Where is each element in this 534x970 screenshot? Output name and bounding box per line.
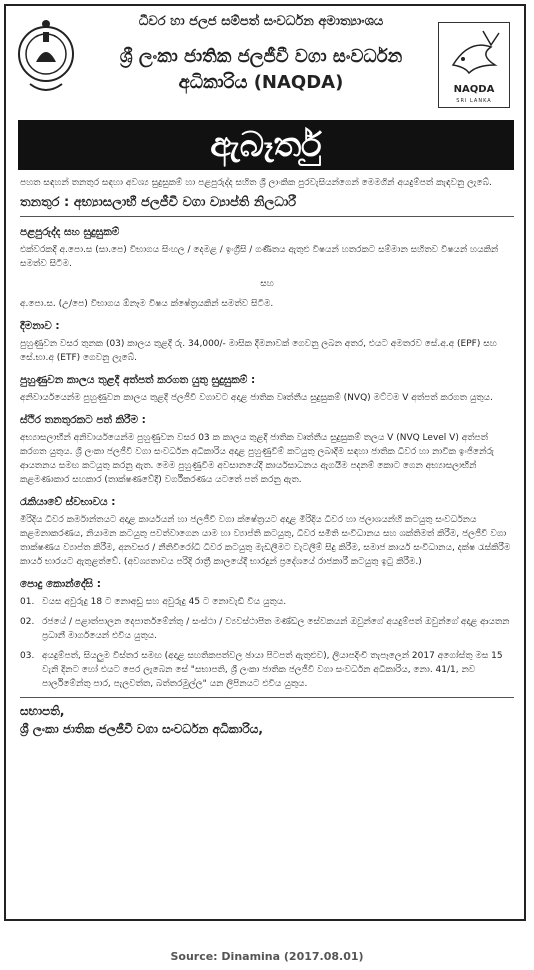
authority-line-1: ශ්‍රී ලංකා ජාතික ජලජීවී වගා සංවර්ධන — [119, 46, 403, 67]
condition-number: 03. — [20, 651, 35, 661]
condition-text: රජයේ / පළාත්පාලන දෙපාර්තමේන්තු / සංස්ථා / ව්‍යවස්ථාපිත මණ්ඩල සේවකයන් ඔවුන්ගේ අයදුම්පත් ඔවුන්ගේ අදාළ ආයතන ප්‍රධානී මාර්ගයෙන් එවිය යුතුය. — [42, 617, 510, 641]
condition-item — [20, 595, 514, 609]
condition-text: අයදුම්පත්, සියලුම විස්තර සමඟ (අදාළ සහතිකපත්වල ඡායා පිටපත් ඇතුළුව), ලියාපදිංචි තැපෑලෙන් 2017 අගෝස්තු මස 15 වැනි දිනට හෝ එයට පෙර ලැබෙන සේ "සභාපති, ශ්‍රී ලංකා ජාතික ජලජීවී වගා සංවර්ධන අධිකාරිය, නො. 41/1, නව පාර්ලිමේන්තු පාර, පැලවත්ත, බත්තරමුල්ල" යන ලිපිනයට එවිය යුතුය. — [42, 651, 503, 689]
ministry-name: ධීවර හා ජලජ සම්පත් සංවර්ධන අමාත්‍යාංශය — [138, 14, 384, 29]
job-nature-text: මිරිදිය ධීවර කර්මාන්තයට අදාළ කාර්යයන් හා ජලජීවී වගා ක්ෂේත්‍රයට අදාළ මිරිදිය ධීවර හා ජලාශයන්හි කටයුතු සංවර්ධනය කළමනාකරණය, නියාමන කටයුතු පවත්වාගෙන යාම හා ව්‍යාප්ති කටයුතු, ධීවර සමිති සංවිධානය සහ ශක්තිමත් කිරීම, ජලජීවී වගා තාක්ෂණය ව්‍යාප්ත කිරීම, අනවසර / නීතිවිරෝධී ධීවර කටයුතු මැඩලීමට වැටලීම් සිදු කිරීම, සමාජ කාර්ය සංවිධානය, දක්ෂ රැස්කිරීම කාර්ය භාරයට ඇතුළත්වේ. (අවශ්‍යතාවය පරිදි රාත්‍රී කාලයේදී භාරදුන් ප්‍රදේශයේ රාජකාරී කටයුතු ඉටු කිරීම.) — [20, 515, 511, 567]
header — [6, 6, 524, 114]
permanent-appointment-text: අභ්‍යාසලාභීන් අනිවාර්යයෙන්ම පුහුණුවන වසර 03 ක කාලය තුළදී ජාතික වෘත්තීය සුදුසුකම් තලය V (NVQ Level V) අත්පත් කරගත යුතුය. ශ්‍රී ලංකා ජලජීවී වගා සංවර්ධන අධිකාරිය අදාළ පුහුණුවීම් කටයුතු ලබාදීම සඳහා ජාතික ධීවර හා නාවික ඉංජිනේරු ආයතනය සමඟ කටයුතු කරනු ඇත. මෙම පුහුණුවීම අවසානයේදී කාර්යසාධනය ඇගයීම පදනම් කොට ගෙන අභ්‍යාසලාභීන් කළමණාකාර සහකාර (තාක්ෂණවේදී) වර්ගීකරණය යටතේ පත් කරනු ඇත. — [20, 433, 494, 485]
divider — [20, 697, 514, 698]
signature-organization: ශ්‍රී ලංකා ජාතික ජලජීවී වගා සංවර්ධන අධිකාරිය, — [20, 722, 263, 736]
sri-lanka-emblem-icon — [16, 14, 76, 102]
condition-item — [20, 615, 514, 643]
advertisement-frame — [4, 4, 526, 921]
condition-number: 02. — [20, 617, 35, 627]
condition-text: වයස අවුරුදු 18 ට නොඅඩු සහ අවුරුදු 45 ට නොවැඩි විය යුතුය. — [42, 597, 287, 607]
qualifications-heading: පළපුරුද්ද සහ සුදුසුකම් — [20, 226, 120, 238]
allowance-heading: දීමනාව : — [20, 320, 60, 332]
signature-title: සභාපති, — [20, 704, 65, 718]
authority-name — [86, 44, 436, 96]
post-title: තනතුර : අභ්‍යාසලාභී ජලජීවී වගා ව්‍යාප්ති නිලධාරී — [20, 195, 297, 210]
condition-item — [20, 649, 514, 691]
vacancy-banner: ඇබෑර්තු — [18, 120, 514, 170]
allowance-text: පුහුණුවන වසර තුනක (03) කාලය තුළදී රු. 34,000/- මාසික දීමනාවක් ගෙවනු ලබන අතර, එයට අමතරව සේ.අ.අ (EPF) සහ සේ.භා.අ (ETF) ගෙවනු ලැබේ. — [20, 339, 497, 363]
condition-number: 01. — [20, 597, 35, 607]
qualifications-or: සහ — [260, 279, 274, 289]
qualifications-text-1: එක්වරකදී අ.පො.ස (සා.පෙ) විභාගය සිංහල / දෙමළ / ඉංග්‍රීසි / ගණිතය ඇතුළු විෂයන් හතරකට සම්මාන සහිතව විෂයන් හයකින් සමත්ව සිටීම. — [20, 245, 499, 269]
fish-logo-icon — [439, 25, 509, 81]
qualifications-text-2: අ.පො.ස. (උ/පෙ) විභාගය ඕනෑම විෂය ක්ෂේත්‍රයකින් සමත්ව සිටීම. — [20, 299, 274, 309]
training-qualification-text: අනිවාර්යයෙන්ම පුහුණුවන කාලය තුළදී ජලජීවී වගාවට අදාළ ජාතික වෘත්තීය සුදුසුකම් (NVQ) මට්ටම V අත්පත් කරගත යුතුය. — [20, 393, 493, 403]
training-qualification-heading: පුහුණුවන කාලය තුළදී අත්පත් කරගත යුතු සුදුසුකම් : — [20, 374, 256, 386]
logo-subtext: SRI LANKA — [456, 98, 492, 104]
permanent-appointment-heading: ස්ථිර තනතුරකට පත් කිරීම : — [20, 414, 146, 426]
ad-content — [20, 176, 514, 738]
authority-line-2: අධිකාරිය (NAQDA) — [178, 72, 344, 93]
job-nature-heading: රැකියාවේ ස්වභාවය : — [20, 496, 116, 508]
general-conditions-heading: පොදු කොන්දේසි : — [20, 578, 101, 590]
source-caption: Source: Dinamina (2017.08.01) — [170, 950, 364, 963]
naqda-logo — [438, 22, 510, 108]
divider — [20, 216, 514, 217]
intro-text: පහත සඳහන් තනතුර සඳහා අවශ්‍ය සුදුසුකම් හා පළපුරුද්ද සහිත ශ්‍රී ලාංකික පුරවැසියන්ගෙන් මෙමගින් අයදුම්පත් කැඳවනු ලැබේ. — [20, 178, 492, 188]
logo-text: NAQDA — [453, 84, 495, 95]
